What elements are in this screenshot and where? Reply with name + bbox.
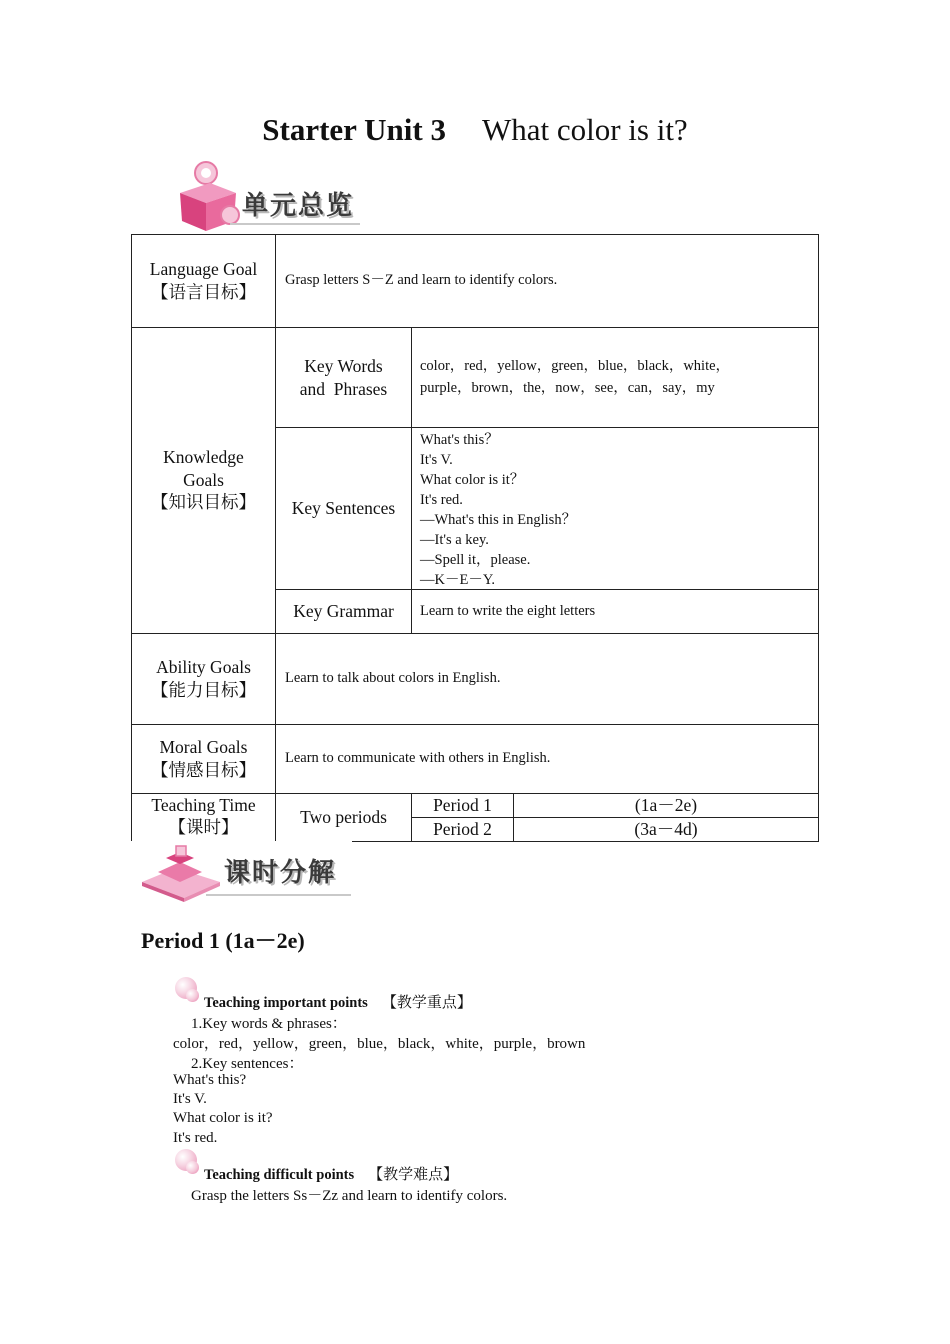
key-words-label: Key Words and Phrases bbox=[299, 355, 388, 399]
difficult-points-heading bbox=[204, 1163, 458, 1184]
table-border-right bbox=[818, 234, 819, 841]
language-goal-label: Language Goal 【语言目标】 bbox=[149, 259, 258, 302]
ability-goals-value: Learn to talk about colors in English. bbox=[285, 670, 501, 687]
title-main: Starter Unit 3 bbox=[262, 112, 446, 147]
difficult-points-text: Grasp the letters Ss－Zz and learn to identify colors. bbox=[191, 1188, 508, 1204]
important-points-heading bbox=[204, 991, 472, 1012]
important-points-label: Teaching important points bbox=[204, 995, 368, 1011]
difficult-points-label: Teaching difficult points bbox=[204, 1167, 355, 1183]
important-item-1: 1.Key words & phrases： bbox=[191, 1016, 347, 1032]
divider bbox=[206, 894, 351, 896]
divider bbox=[230, 223, 360, 225]
teaching-time-label: Teaching Time 【课时】 bbox=[151, 795, 256, 837]
important-sentence: It's red. bbox=[173, 1130, 218, 1146]
moral-goals-label: Moral Goals 【情感目标】 bbox=[151, 737, 256, 780]
key-sentence: It's red. bbox=[420, 492, 463, 508]
key-sentence: —K－E－Y. bbox=[420, 572, 496, 588]
key-sentences-label: Key Sentences bbox=[291, 498, 396, 519]
title-sub: What color is it? bbox=[481, 112, 688, 147]
key-grammar-label: Key Grammar bbox=[293, 601, 394, 622]
language-goal-value: Grasp letters S－Z and learn to identify colors. bbox=[285, 272, 558, 289]
key-grammar-value: Learn to write the eight letters bbox=[420, 602, 596, 619]
period-breakdown-banner bbox=[136, 842, 354, 904]
key-sentence: What's this？ bbox=[420, 432, 499, 448]
important-points-label-cn: 【教学重点】 bbox=[381, 995, 472, 1011]
period-2-name: Period 2 bbox=[433, 819, 492, 840]
difficult-points-label-cn: 【教学难点】 bbox=[368, 1167, 459, 1183]
teaching-time-value: Two periods bbox=[300, 806, 387, 827]
period-2-range: (3a－4d) bbox=[634, 819, 698, 840]
important-item-2: 2.Key sentences： bbox=[191, 1056, 304, 1072]
key-sentence: It's V. bbox=[420, 452, 453, 468]
period-1-name: Period 1 bbox=[433, 795, 492, 816]
period-1-range: (1a－2e) bbox=[634, 795, 698, 816]
bullet-ball-icon bbox=[173, 1147, 203, 1175]
period-1-heading: Period 1 (1a－2e) bbox=[141, 928, 305, 953]
moral-goals-value: Learn to communicate with others in English. bbox=[285, 750, 551, 767]
important-sentence: What color is it? bbox=[173, 1110, 273, 1126]
bullet-ball-icon bbox=[173, 975, 203, 1003]
key-words-value: color，red，yellow，green，blue，black，white， purple，brown，the，now，see，can，say，my bbox=[420, 358, 731, 396]
key-sentence: —It's a key. bbox=[420, 532, 489, 548]
important-words: color，red，yellow，green，blue，black，white，purple，brown bbox=[173, 1036, 586, 1052]
overview-banner-text: 单元总览 bbox=[242, 191, 355, 221]
key-sentence: —Spell it，please. bbox=[420, 552, 531, 568]
unit-overview-banner bbox=[170, 155, 365, 235]
page-title bbox=[0, 112, 950, 148]
ability-goals-label: Ability Goals 【能力目标】 bbox=[151, 657, 256, 700]
key-sentence: —What's this in English？ bbox=[420, 512, 577, 528]
key-sentence: What color is it？ bbox=[420, 472, 525, 488]
important-sentence: It's V. bbox=[173, 1091, 207, 1107]
period-banner-text: 课时分解 bbox=[224, 858, 337, 888]
important-sentence: What's this? bbox=[173, 1072, 247, 1088]
knowledge-goals-label: Knowledge Goals 【知识目标】 bbox=[151, 446, 256, 513]
key-sentences-list bbox=[420, 430, 576, 590]
